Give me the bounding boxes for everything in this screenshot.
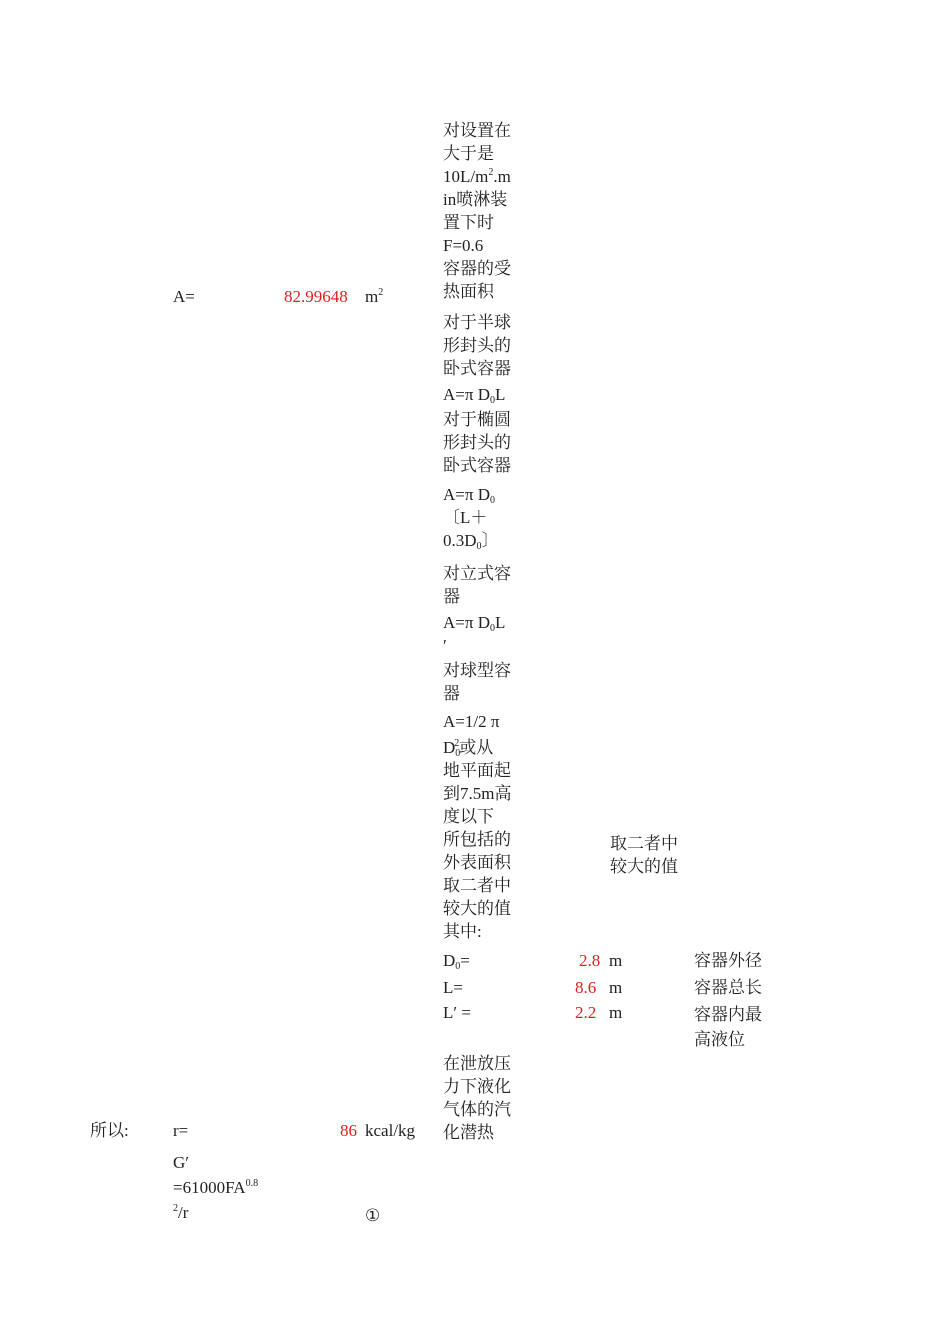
spray-note: 对设置在 大于是 $10L/m^2.m$ in喷淋装 置下时 F=0.6 容器的受 热面积 [443, 121, 511, 301]
vertical-note: 对立式容 器 A=π $D_0L$ ′ [443, 564, 511, 655]
param-d0-desc: 容器外径 [694, 951, 762, 970]
hemi-note: 对于半球 形封头的 卧式容器 A=π $D_0L$ [443, 313, 511, 406]
param-lprime-label: L′ = [443, 1003, 471, 1022]
so-label: 所以: [90, 1121, 129, 1140]
latent-note: 在泄放压 力下液化 气体的汽 化潜热 [443, 1054, 511, 1142]
param-l-desc: 容器总长 [694, 978, 762, 997]
param-d0-value: 2.8 [579, 951, 601, 970]
param-l-value: 8.6 [575, 978, 597, 997]
param-lprime-value: 2.2 [575, 1003, 597, 1022]
formula-marker: ① [365, 1206, 381, 1225]
area-label: A= [173, 287, 195, 306]
g-formula: G′ $=61000FA^{0.8}$ $^2$/r [173, 1153, 259, 1222]
latent-value: 86 [340, 1121, 357, 1140]
param-d0-unit: m [609, 951, 623, 970]
take-larger-note: 取二者中 较大的值 [610, 834, 678, 876]
sphere-note: 对球型容 器 A=1/2 π $D_0^2$或从 地平面起 到7.5m高 度以下 所包括的 外表面积 取二者中 较大的值 其中: [443, 661, 512, 941]
latent-unit: kcal/kg [365, 1121, 416, 1140]
latent-label: r= [173, 1121, 189, 1140]
param-l-label: L= [443, 978, 463, 997]
area-unit: $m^2$ [365, 287, 384, 306]
area-value: 82.99648 [284, 287, 348, 306]
param-lprime-unit: m [609, 1003, 623, 1022]
param-d0-label: $D_0=$ [443, 951, 470, 972]
ellip-note: 对于椭圆 形封头的 卧式容器 A=π $D_0$ 〔L＋ $0.3D_0$〕 [443, 410, 511, 552]
param-lprime-desc: 容器内最 高液位 [694, 1005, 762, 1049]
param-l-unit: m [609, 978, 623, 997]
